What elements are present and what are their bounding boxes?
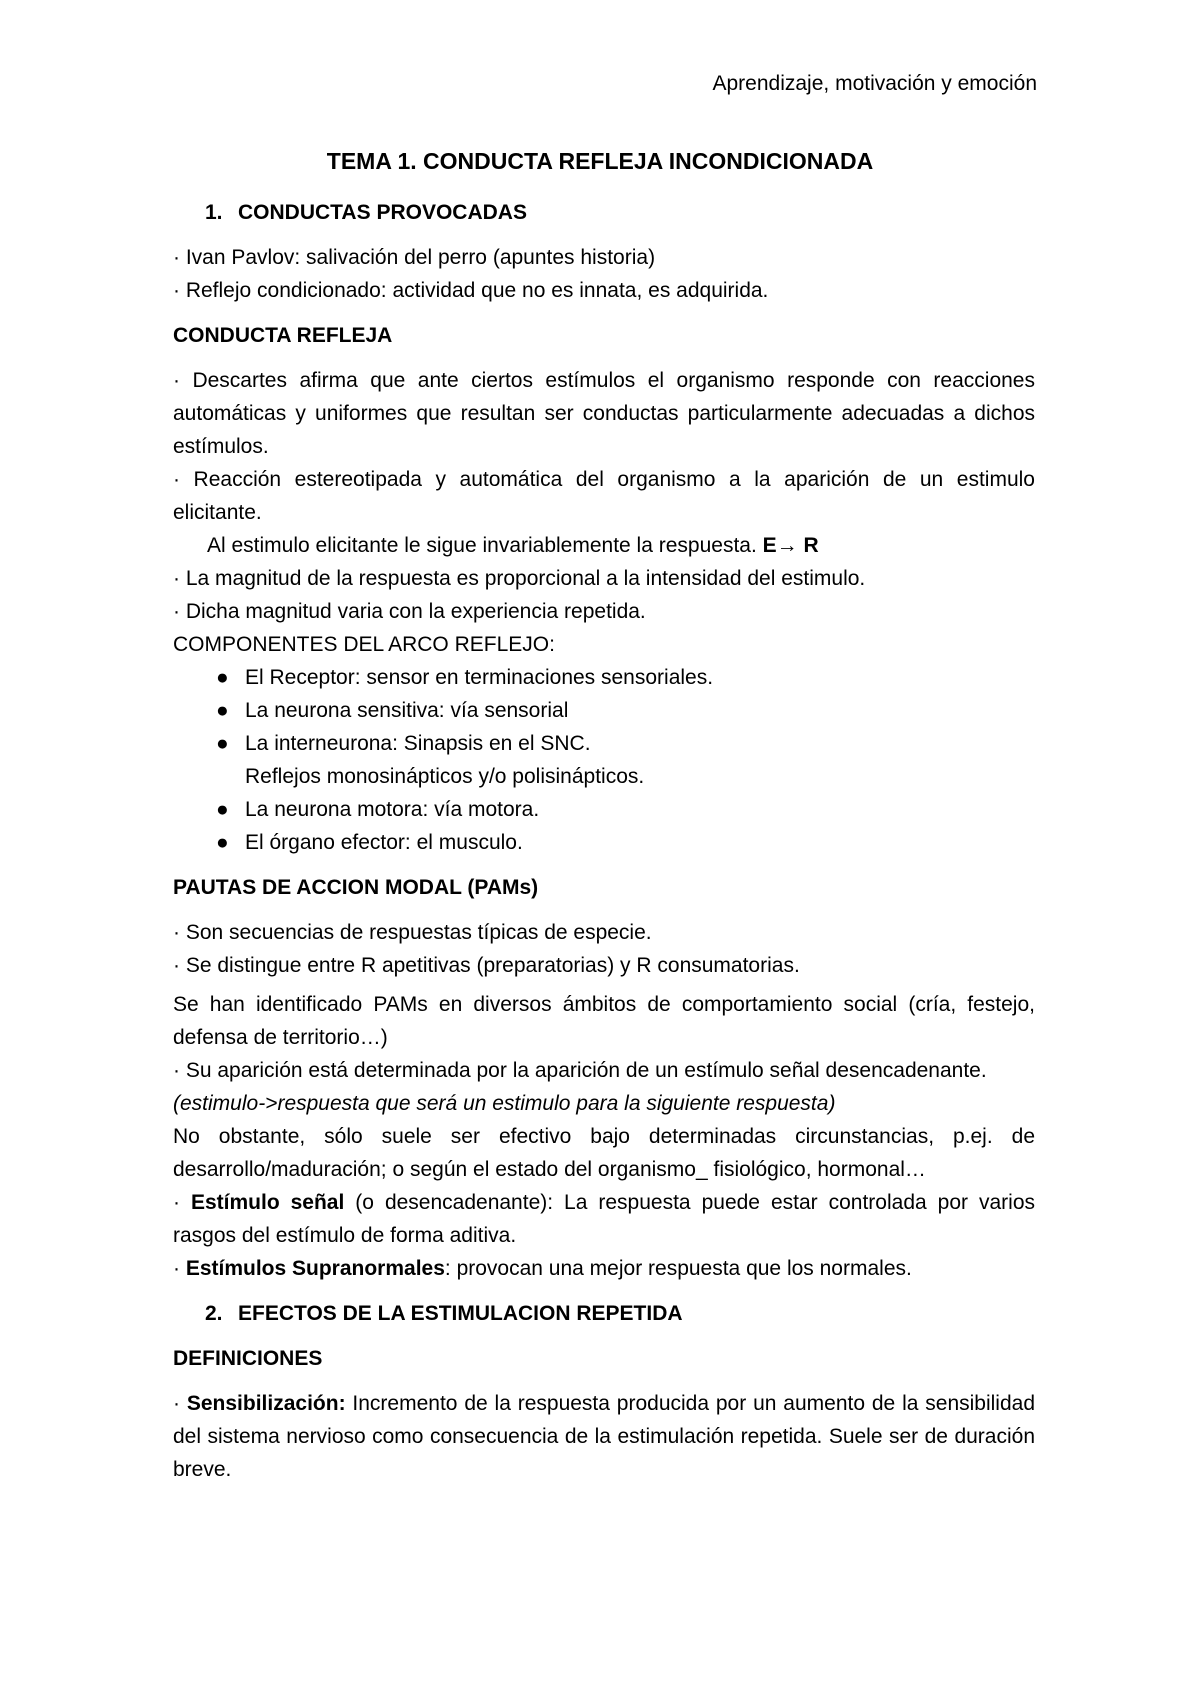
bullet-icon: ● [216,798,229,821]
section-heading-2 [173,1297,1035,1330]
list-item [173,826,1035,859]
term: Estímulos Supranormales [185,1257,445,1280]
list-item [173,694,1035,727]
paragraph: · Dicha magnitud varia con la experiencia repetida. [173,600,646,623]
paragraph-italic: (estimulo->respuesta que será un estimulo para la siguiente respuesta) [173,1092,836,1115]
term: Estímulo señal [190,1191,345,1214]
formula: E→ R [762,534,819,557]
paragraph: Se han identificado PAMs en diversos ámbitos de comportamiento social (cría, festejo, defensa de territorio…) [173,993,1035,1049]
list-item [173,793,1035,826]
list-item-text: La neurona sensitiva: vía sensorial [245,699,569,722]
bullet-icon: ● [216,699,229,722]
paragraph [173,529,1035,562]
section-label: CONDUCTAS PROVOCADAS [238,201,527,224]
paragraph-text: (o desencadenante): La respuesta puede estar controlada por varios rasgos del estímulo de forma aditiva. [173,1191,1035,1247]
paragraph: · La magnitud de la respuesta es proporcional a la intensidad del estimulo. [173,567,866,590]
bullet-icon: ● [216,732,229,755]
bullet-icon: ● [216,831,229,854]
paragraph [173,1387,1035,1486]
section-number: 2. [205,1302,223,1325]
paragraph: · Reflejo condicionado: actividad que no es innata, es adquirida. [173,279,769,302]
paragraph [173,1252,1035,1285]
list-item-text: El Receptor: sensor en terminaciones sensoriales. [245,666,714,689]
paragraph: · Ivan Pavlov: salivación del perro (apuntes historia) [173,246,656,269]
paragraph-text: Incremento de la respuesta producida por un aumento de la sensibilidad del sistema nervioso como consecuencia de la estimulación repetida. Suele ser de duración breve. [173,1392,1036,1481]
section-label: EFECTOS DE LA ESTIMULACION REPETIDA [238,1302,683,1325]
paragraph: No obstante, sólo suele ser efectivo bajo determinadas circunstancias, p.ej. de desarrollo/maduración; o según el estado del organismo_ fisiológico, hormonal… [173,1125,1035,1181]
paragraph: · Descartes afirma que ante ciertos estímulos el organismo responde con reacciones automáticas y uniformes que resultan ser conductas particularmente adecuadas a dichos estímulos. [173,369,1035,458]
running-header: Aprendizaje, motivación y emoción [712,72,1037,95]
document-body [173,196,1035,1486]
term: Sensibilización: [186,1392,346,1415]
bullet-icon: ● [216,666,229,689]
list-item [173,727,1035,760]
bullet-prefix: · [173,1392,187,1415]
subheading-pams: PAUTAS DE ACCION MODAL (PAMs) [173,876,539,899]
list-continuation: Reflejos monosinápticos y/o polisinápticos. [245,765,645,788]
list-item-text: La neurona motora: vía motora. [245,798,540,821]
paragraph: · Se distingue entre R apetitivas (preparatorias) y R consumatorias. [173,954,800,977]
bullet-list [173,661,1035,760]
subheading-arco-reflejo: COMPONENTES DEL ARCO REFLEJO: [173,633,555,656]
list-item-text: El órgano efector: el musculo. [245,831,523,854]
paragraph: · Su aparición está determinada por la aparición de un estímulo señal desencadenante. [173,1059,987,1082]
list-item [173,661,1035,694]
bullet-prefix: · [173,1257,186,1280]
bullet-list [173,793,1035,859]
section-number: 1. [205,201,223,224]
list-item-text: La interneurona: Sinapsis en el SNC. [245,732,591,755]
subheading-definiciones: DEFINICIONES [173,1347,323,1370]
paragraph-text: Al estimulo elicitante le sigue invariablemente la respuesta. [207,534,763,557]
paragraph [173,1186,1035,1252]
paragraph-text: : provocan una mejor respuesta que los normales. [444,1257,912,1280]
subheading-conducta-refleja: CONDUCTA REFLEJA [173,324,393,347]
paragraph: · Reacción estereotipada y automática del organismo a la aparición de un estimulo elicitante. [173,468,1035,524]
section-heading-1 [173,196,1035,229]
bullet-prefix: · [173,1191,191,1214]
paragraph: · Son secuencias de respuestas típicas de especie. [173,921,652,944]
page-title: TEMA 1. CONDUCTA REFLEJA INCONDICIONADA [326,148,874,174]
